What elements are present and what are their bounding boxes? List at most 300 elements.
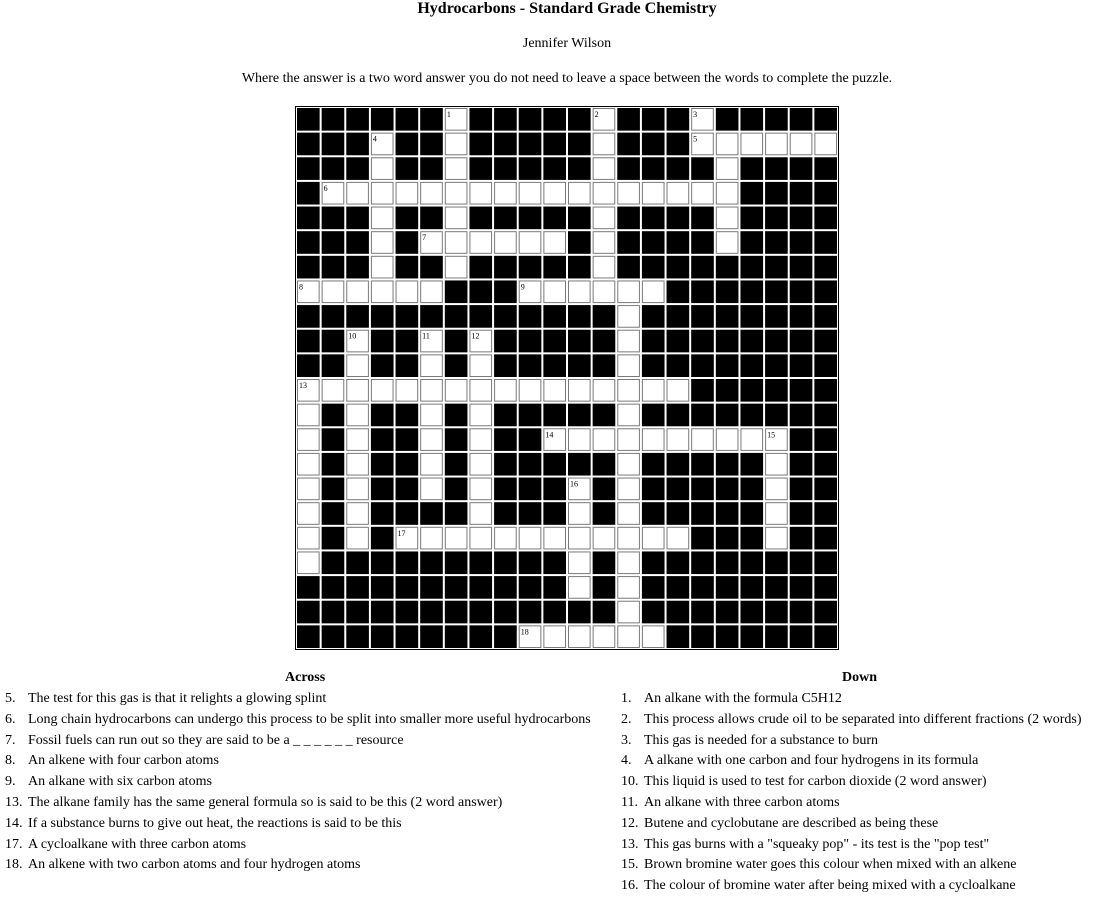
grid-block bbox=[691, 280, 714, 303]
grid-block bbox=[667, 625, 690, 648]
grid-cell[interactable] bbox=[667, 527, 690, 550]
grid-block bbox=[469, 305, 492, 328]
grid-cell[interactable] bbox=[568, 625, 591, 648]
clue-number: 15 bbox=[767, 430, 776, 440]
grid-cell[interactable] bbox=[593, 207, 616, 230]
grid-block bbox=[543, 133, 566, 156]
grid-cell[interactable] bbox=[543, 625, 566, 648]
grid-block bbox=[519, 601, 542, 624]
clue-num: 8. bbox=[5, 753, 16, 769]
grid-cell[interactable] bbox=[346, 478, 369, 501]
grid-block bbox=[617, 256, 640, 279]
grid-block bbox=[740, 625, 763, 648]
grid-cell[interactable] bbox=[469, 453, 492, 476]
clue-num: 14. bbox=[5, 815, 23, 831]
grid-cell[interactable] bbox=[297, 428, 320, 451]
grid-block bbox=[445, 280, 468, 303]
grid-block bbox=[371, 478, 394, 501]
grid-block bbox=[371, 453, 394, 476]
grid-block bbox=[765, 256, 788, 279]
grid-cell[interactable] bbox=[469, 379, 492, 402]
grid-cell[interactable] bbox=[642, 280, 665, 303]
grid-cell[interactable] bbox=[642, 428, 665, 451]
clue-num: 7. bbox=[5, 732, 16, 748]
grid-block bbox=[667, 601, 690, 624]
grid-cell[interactable] bbox=[568, 280, 591, 303]
grid-cell[interactable] bbox=[716, 231, 739, 254]
grid-cell[interactable] bbox=[469, 502, 492, 525]
grid-cell[interactable] bbox=[420, 404, 443, 427]
grid-block bbox=[740, 354, 763, 377]
grid-cell[interactable] bbox=[494, 231, 517, 254]
grid-cell[interactable] bbox=[396, 182, 419, 205]
grid-cell[interactable] bbox=[346, 453, 369, 476]
grid-cell[interactable] bbox=[371, 280, 394, 303]
grid-cell[interactable] bbox=[765, 502, 788, 525]
grid-cell[interactable] bbox=[371, 157, 394, 180]
grid-block bbox=[691, 601, 714, 624]
grid-block bbox=[445, 601, 468, 624]
grid-cell[interactable] bbox=[667, 182, 690, 205]
puzzle-title: Hydrocarbons - Standard Grade Chemistry bbox=[417, 0, 717, 17]
grid-block bbox=[691, 453, 714, 476]
clue-text: An alkene with four carbon atoms bbox=[28, 753, 219, 769]
grid-block bbox=[790, 305, 813, 328]
grid-cell[interactable] bbox=[371, 256, 394, 279]
grid-cell[interactable] bbox=[617, 280, 640, 303]
grid-block bbox=[593, 601, 616, 624]
grid-cell[interactable] bbox=[617, 502, 640, 525]
grid-cell[interactable] bbox=[445, 182, 468, 205]
grid-cell[interactable] bbox=[346, 182, 369, 205]
grid-cell[interactable] bbox=[420, 182, 443, 205]
grid-block bbox=[642, 354, 665, 377]
grid-cell[interactable] bbox=[346, 379, 369, 402]
grid-block bbox=[790, 502, 813, 525]
grid-cell[interactable] bbox=[469, 231, 492, 254]
grid-block bbox=[297, 133, 320, 156]
grid-cell[interactable] bbox=[420, 453, 443, 476]
grid-cell[interactable] bbox=[765, 527, 788, 550]
grid-cell[interactable] bbox=[297, 478, 320, 501]
grid-cell[interactable] bbox=[469, 527, 492, 550]
grid-cell[interactable] bbox=[445, 256, 468, 279]
grid-block bbox=[297, 330, 320, 353]
grid-cell[interactable] bbox=[494, 379, 517, 402]
grid-cell[interactable] bbox=[420, 428, 443, 451]
grid-block bbox=[371, 576, 394, 599]
grid-cell[interactable] bbox=[617, 428, 640, 451]
grid-block bbox=[494, 601, 517, 624]
across-clue bbox=[5, 689, 591, 710]
clue-num: 13. bbox=[5, 794, 23, 810]
grid-block bbox=[322, 108, 345, 131]
grid-block bbox=[691, 256, 714, 279]
grid-block bbox=[420, 133, 443, 156]
grid-block bbox=[568, 207, 591, 230]
grid-cell[interactable] bbox=[445, 379, 468, 402]
grid-block bbox=[790, 428, 813, 451]
grid-cell[interactable] bbox=[593, 379, 616, 402]
grid-cell[interactable] bbox=[445, 133, 468, 156]
across-clue bbox=[5, 710, 591, 731]
grid-block bbox=[765, 404, 788, 427]
clue-number: 3 bbox=[693, 110, 698, 119]
grid-cell[interactable] bbox=[617, 354, 640, 377]
grid-block bbox=[740, 231, 763, 254]
grid-block bbox=[445, 576, 468, 599]
grid-block bbox=[765, 379, 788, 402]
clue-number: 5 bbox=[693, 134, 698, 144]
grid-block bbox=[519, 157, 542, 180]
grid-block bbox=[396, 354, 419, 377]
grid-block bbox=[617, 108, 640, 131]
grid-cell[interactable] bbox=[371, 207, 394, 230]
grid-block bbox=[543, 207, 566, 230]
grid-block bbox=[593, 305, 616, 328]
grid-block bbox=[765, 330, 788, 353]
grid-cell[interactable] bbox=[543, 527, 566, 550]
grid-cell[interactable] bbox=[519, 182, 542, 205]
grid-block bbox=[322, 502, 345, 525]
clue-number: 11 bbox=[422, 331, 430, 341]
grid-block bbox=[814, 280, 837, 303]
grid-block bbox=[519, 330, 542, 353]
grid-cell[interactable] bbox=[420, 527, 443, 550]
grid-block bbox=[322, 453, 345, 476]
grid-cell[interactable] bbox=[691, 182, 714, 205]
grid-cell[interactable] bbox=[420, 280, 443, 303]
grid-block bbox=[519, 428, 542, 451]
grid-cell[interactable] bbox=[814, 133, 837, 156]
grid-block bbox=[469, 108, 492, 131]
grid-block bbox=[396, 157, 419, 180]
grid-cell[interactable] bbox=[765, 133, 788, 156]
grid-cell[interactable] bbox=[617, 527, 640, 550]
grid-block bbox=[371, 354, 394, 377]
grid-block bbox=[716, 354, 739, 377]
grid-cell[interactable] bbox=[617, 453, 640, 476]
grid-cell[interactable] bbox=[445, 527, 468, 550]
grid-block bbox=[346, 157, 369, 180]
grid-cell[interactable] bbox=[568, 527, 591, 550]
grid-block bbox=[814, 231, 837, 254]
grid-cell[interactable] bbox=[593, 527, 616, 550]
grid-cell[interactable] bbox=[420, 478, 443, 501]
grid-cell[interactable] bbox=[691, 428, 714, 451]
grid-block bbox=[790, 256, 813, 279]
grid-block bbox=[543, 551, 566, 574]
grid-block bbox=[790, 379, 813, 402]
grid-cell[interactable] bbox=[593, 280, 616, 303]
grid-block bbox=[790, 108, 813, 131]
grid-block bbox=[445, 551, 468, 574]
grid-cell[interactable] bbox=[716, 157, 739, 180]
clue-num: 6. bbox=[5, 711, 16, 727]
grid-block bbox=[814, 453, 837, 476]
grid-block bbox=[642, 256, 665, 279]
grid-block bbox=[519, 478, 542, 501]
grid-cell[interactable] bbox=[346, 280, 369, 303]
grid-block bbox=[322, 551, 345, 574]
grid-block bbox=[297, 157, 320, 180]
clue-num: 9. bbox=[5, 774, 16, 790]
grid-block bbox=[642, 478, 665, 501]
grid-cell[interactable] bbox=[543, 182, 566, 205]
grid-cell[interactable] bbox=[716, 428, 739, 451]
grid-block bbox=[322, 207, 345, 230]
grid-cell[interactable] bbox=[740, 133, 763, 156]
grid-block bbox=[667, 330, 690, 353]
grid-cell[interactable] bbox=[740, 428, 763, 451]
grid-cell[interactable] bbox=[543, 379, 566, 402]
grid-block bbox=[297, 231, 320, 254]
crossword-grid-canvas bbox=[296, 107, 838, 649]
clue-number: 8 bbox=[299, 282, 303, 292]
grid-cell[interactable] bbox=[716, 182, 739, 205]
grid-cell[interactable] bbox=[617, 305, 640, 328]
grid-block bbox=[814, 404, 837, 427]
grid-cell[interactable] bbox=[543, 280, 566, 303]
grid-cell[interactable] bbox=[568, 428, 591, 451]
grid-cell[interactable] bbox=[519, 379, 542, 402]
grid-cell[interactable] bbox=[642, 182, 665, 205]
grid-block bbox=[568, 256, 591, 279]
grid-block bbox=[790, 576, 813, 599]
grid-block bbox=[667, 354, 690, 377]
grid-cell[interactable] bbox=[568, 576, 591, 599]
grid-block bbox=[469, 280, 492, 303]
grid-block bbox=[322, 576, 345, 599]
grid-cell[interactable] bbox=[519, 527, 542, 550]
grid-cell[interactable] bbox=[765, 453, 788, 476]
grid-cell[interactable] bbox=[445, 207, 468, 230]
grid-cell[interactable] bbox=[593, 133, 616, 156]
grid-block bbox=[667, 453, 690, 476]
grid-block bbox=[519, 354, 542, 377]
grid-block bbox=[593, 404, 616, 427]
grid-cell[interactable] bbox=[396, 379, 419, 402]
grid-block bbox=[765, 305, 788, 328]
grid-block bbox=[445, 453, 468, 476]
down-clue bbox=[621, 772, 1082, 793]
grid-block bbox=[420, 551, 443, 574]
grid-cell[interactable] bbox=[371, 231, 394, 254]
grid-block bbox=[667, 207, 690, 230]
grid-block bbox=[420, 576, 443, 599]
grid-block bbox=[494, 576, 517, 599]
grid-cell[interactable] bbox=[297, 502, 320, 525]
grid-cell[interactable] bbox=[469, 404, 492, 427]
grid-block bbox=[667, 404, 690, 427]
grid-block bbox=[642, 157, 665, 180]
clue-num: 5. bbox=[5, 691, 16, 706]
grid-block bbox=[740, 478, 763, 501]
grid-cell[interactable] bbox=[420, 379, 443, 402]
grid-cell[interactable] bbox=[322, 379, 345, 402]
grid-cell[interactable] bbox=[371, 379, 394, 402]
grid-cell[interactable] bbox=[445, 231, 468, 254]
grid-block bbox=[765, 601, 788, 624]
grid-cell[interactable] bbox=[617, 478, 640, 501]
grid-cell[interactable] bbox=[396, 280, 419, 303]
grid-block bbox=[790, 453, 813, 476]
grid-block bbox=[543, 330, 566, 353]
grid-block bbox=[543, 157, 566, 180]
grid-block bbox=[322, 305, 345, 328]
grid-cell[interactable] bbox=[667, 428, 690, 451]
grid-cell[interactable] bbox=[371, 182, 394, 205]
clue-text: This liquid is used to test for carbon dioxide (2 word answer) bbox=[644, 774, 987, 790]
grid-block bbox=[371, 404, 394, 427]
grid-cell[interactable] bbox=[469, 354, 492, 377]
grid-cell[interactable] bbox=[617, 404, 640, 427]
grid-block bbox=[617, 133, 640, 156]
grid-block bbox=[740, 108, 763, 131]
clue-number: 14 bbox=[545, 430, 554, 440]
grid-block bbox=[790, 182, 813, 205]
grid-block bbox=[543, 404, 566, 427]
grid-cell[interactable] bbox=[494, 527, 517, 550]
grid-block bbox=[740, 502, 763, 525]
grid-cell[interactable] bbox=[568, 502, 591, 525]
clue-num: 11. bbox=[621, 794, 638, 810]
grid-cell[interactable] bbox=[568, 551, 591, 574]
grid-block bbox=[790, 280, 813, 303]
grid-block bbox=[297, 601, 320, 624]
grid-cell[interactable] bbox=[593, 182, 616, 205]
grid-block bbox=[667, 478, 690, 501]
grid-cell[interactable] bbox=[667, 379, 690, 402]
grid-cell[interactable] bbox=[420, 354, 443, 377]
grid-cell[interactable] bbox=[469, 428, 492, 451]
grid-cell[interactable] bbox=[617, 182, 640, 205]
grid-block bbox=[691, 527, 714, 550]
grid-block bbox=[494, 453, 517, 476]
clue-text: A cycloalkane with three carbon atoms bbox=[28, 836, 247, 852]
grid-cell[interactable] bbox=[297, 404, 320, 427]
grid-cell[interactable] bbox=[593, 157, 616, 180]
grid-block bbox=[568, 453, 591, 476]
grid-cell[interactable] bbox=[617, 551, 640, 574]
grid-block bbox=[445, 502, 468, 525]
grid-cell[interactable] bbox=[469, 478, 492, 501]
grid-block bbox=[543, 256, 566, 279]
grid-cell[interactable] bbox=[346, 404, 369, 427]
grid-block bbox=[814, 478, 837, 501]
grid-block bbox=[667, 133, 690, 156]
grid-block bbox=[765, 108, 788, 131]
grid-block bbox=[691, 157, 714, 180]
clue-number: 12 bbox=[471, 331, 480, 341]
clue-number: 2 bbox=[594, 110, 599, 119]
grid-cell[interactable] bbox=[617, 330, 640, 353]
grid-cell[interactable] bbox=[445, 157, 468, 180]
grid-block bbox=[740, 601, 763, 624]
grid-block bbox=[396, 551, 419, 574]
grid-block bbox=[322, 256, 345, 279]
grid-cell[interactable] bbox=[716, 207, 739, 230]
clue-text: This process allows crude oil to be separated into different fractions (2 words) bbox=[644, 711, 1082, 727]
grid-block bbox=[790, 478, 813, 501]
grid-block bbox=[790, 404, 813, 427]
grid-block bbox=[445, 330, 468, 353]
grid-cell[interactable] bbox=[568, 379, 591, 402]
grid-cell[interactable] bbox=[593, 428, 616, 451]
grid-cell[interactable] bbox=[322, 280, 345, 303]
grid-cell[interactable] bbox=[642, 625, 665, 648]
grid-block bbox=[346, 256, 369, 279]
grid-block bbox=[568, 133, 591, 156]
grid-block bbox=[494, 354, 517, 377]
grid-cell[interactable] bbox=[593, 625, 616, 648]
grid-cell[interactable] bbox=[543, 231, 566, 254]
clue-number: 1 bbox=[446, 110, 451, 119]
grid-block bbox=[691, 576, 714, 599]
grid-cell[interactable] bbox=[617, 601, 640, 624]
grid-block bbox=[814, 256, 837, 279]
grid-cell[interactable] bbox=[765, 478, 788, 501]
grid-cell[interactable] bbox=[346, 354, 369, 377]
grid-block bbox=[716, 280, 739, 303]
grid-block bbox=[790, 601, 813, 624]
grid-block bbox=[642, 551, 665, 574]
clue-text: If a substance burns to give out heat, the reactions is said to be this bbox=[28, 815, 402, 831]
grid-block bbox=[371, 625, 394, 648]
grid-block bbox=[445, 305, 468, 328]
grid-cell[interactable] bbox=[617, 625, 640, 648]
across-clue-list bbox=[5, 689, 591, 876]
grid-block bbox=[740, 305, 763, 328]
grid-cell[interactable] bbox=[297, 527, 320, 550]
grid-cell[interactable] bbox=[790, 133, 813, 156]
grid-block bbox=[740, 256, 763, 279]
grid-block bbox=[371, 428, 394, 451]
grid-cell[interactable] bbox=[716, 133, 739, 156]
grid-block bbox=[519, 256, 542, 279]
grid-cell[interactable] bbox=[346, 527, 369, 550]
grid-cell[interactable] bbox=[297, 551, 320, 574]
grid-cell[interactable] bbox=[642, 527, 665, 550]
grid-cell[interactable] bbox=[519, 231, 542, 254]
grid-cell[interactable] bbox=[617, 576, 640, 599]
grid-cell[interactable] bbox=[568, 182, 591, 205]
grid-cell[interactable] bbox=[642, 379, 665, 402]
grid-block bbox=[469, 576, 492, 599]
grid-cell[interactable] bbox=[346, 502, 369, 525]
grid-cell[interactable] bbox=[617, 379, 640, 402]
grid-block bbox=[593, 354, 616, 377]
grid-block bbox=[494, 428, 517, 451]
grid-cell[interactable] bbox=[593, 231, 616, 254]
puzzle-instructions: Where the answer is a two word answer you do not need to leave a space between the words to complete the puzzle. bbox=[241, 71, 893, 86]
grid-cell[interactable] bbox=[593, 256, 616, 279]
clue-number: 4 bbox=[372, 134, 377, 144]
grid-block bbox=[297, 625, 320, 648]
grid-cell[interactable] bbox=[297, 453, 320, 476]
across-clue bbox=[5, 751, 591, 772]
grid-cell[interactable] bbox=[346, 428, 369, 451]
across-clue bbox=[5, 772, 591, 793]
grid-block bbox=[494, 305, 517, 328]
grid-block bbox=[322, 354, 345, 377]
grid-cell[interactable] bbox=[469, 182, 492, 205]
grid-cell[interactable] bbox=[494, 182, 517, 205]
clue-num: 12. bbox=[621, 815, 639, 831]
grid-block bbox=[617, 157, 640, 180]
grid-block bbox=[396, 478, 419, 501]
grid-block bbox=[396, 404, 419, 427]
